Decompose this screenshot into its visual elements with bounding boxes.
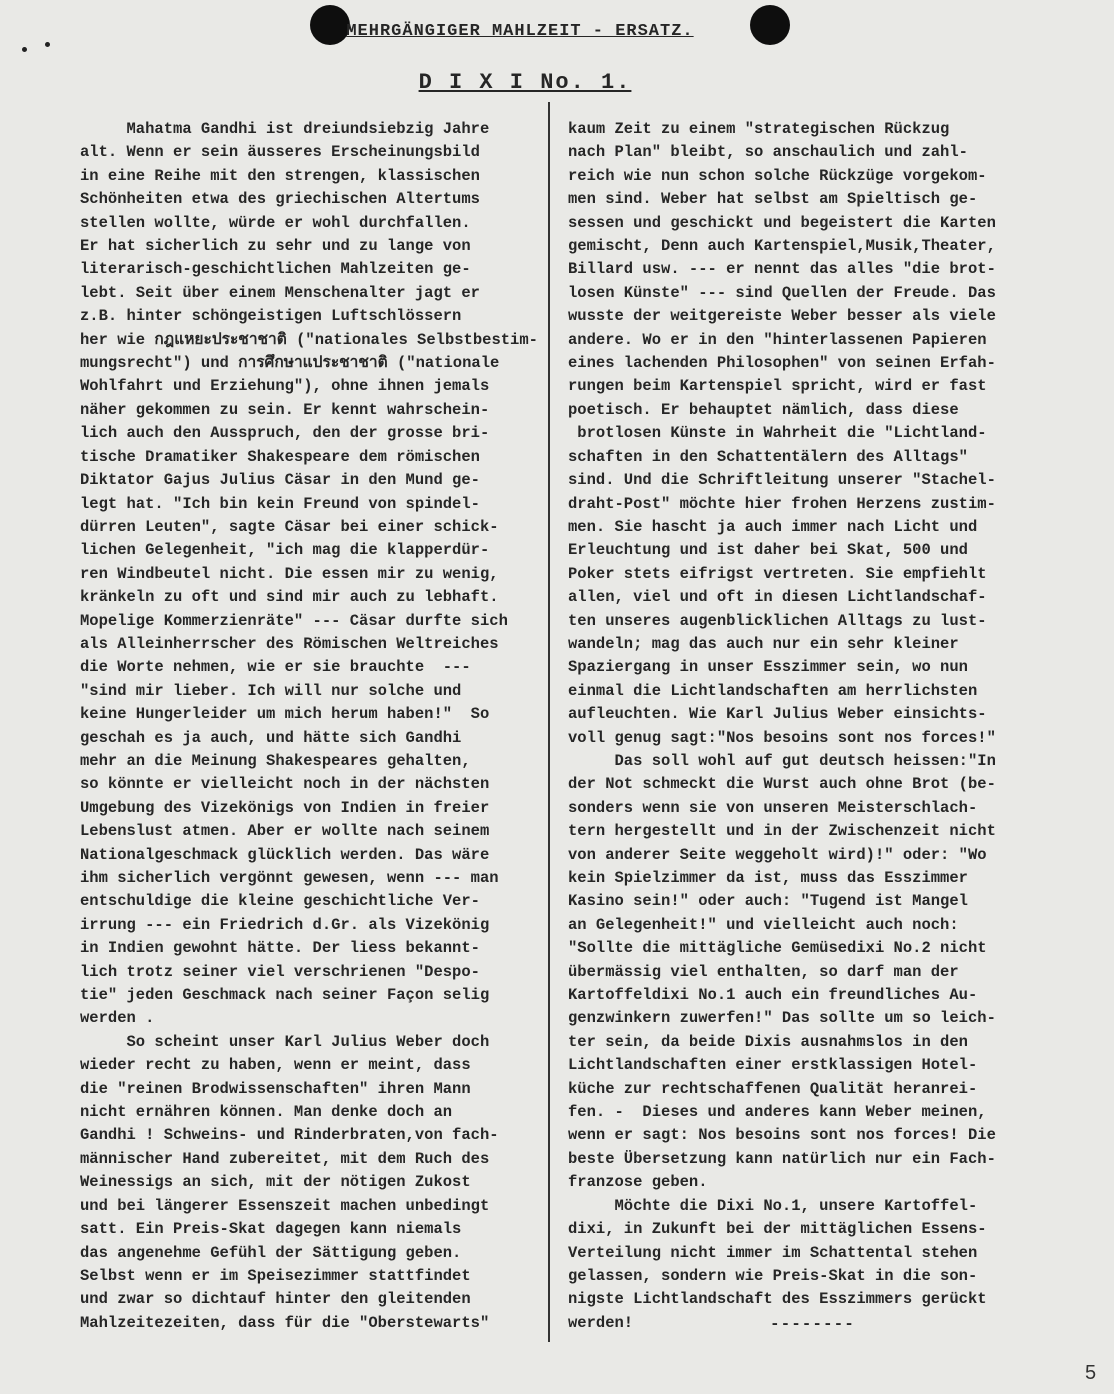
text-line: lichen Gelegenheit, "ich mag die klapperdür-: [80, 541, 490, 560]
text-line: werden!: [568, 1313, 634, 1332]
text-line: legt hat. "Ich bin kein Freund von spindel-: [80, 494, 480, 513]
text-line: werden .: [80, 1009, 155, 1028]
punch-hole-right: [750, 5, 790, 45]
text-line: ten unseres augenblicklichen Alltags zu lust-: [568, 611, 987, 630]
text-line: kaum Zeit zu einem "strategischen Rückzug: [568, 120, 950, 138]
text-line: entschuldige die kleine geschichtliche Ver-: [80, 892, 480, 911]
text-line: Diktator Gajus Julius Cäsar in den Mund ge-: [80, 471, 480, 490]
page-header: MEHRGÄNGIGER MAHLZEIT - ERSATZ.: [346, 22, 694, 41]
text-line: Schönheiten etwa des griechischen Altertums: [80, 190, 480, 209]
text-line: der Not schmeckt die Wurst auch ohne Brot (be-: [568, 775, 996, 794]
text-line: Spaziergang in unser Esszimmer sein, wo nun: [568, 658, 968, 677]
text-line: voll genug sagt:"Nos besoins sont nos forces!": [568, 728, 996, 747]
text-line: irrung --- ein Friedrich d.Gr. als Vizekönig: [80, 915, 490, 934]
text-line: ter sein, da beide Dixis ausnahmslos in den: [568, 1032, 968, 1051]
text-line: Nationalgeschmack glücklich werden. Das wäre: [80, 845, 490, 864]
text-line: nach Plan" bleibt, so anschaulich und zahl-: [568, 143, 968, 162]
page-number: 5: [1085, 1362, 1097, 1384]
left-column: [80, 118, 538, 1335]
text-line: und bei längerer Essenszeit machen unbedingt: [80, 1196, 490, 1215]
text-line: dürren Leuten", sagte Cäsar bei einer schick-: [80, 517, 499, 536]
text-line: die Worte nehmen, wie er sie brauchte ---: [80, 658, 471, 677]
text-line: die "reinen Brodwissenschaften" ihren Mann: [80, 1079, 471, 1098]
text-line: keine Hungerleider um mich herum haben!" So: [80, 705, 490, 724]
text-line: Weinessigs an sich, mit der nötigen Zukost: [80, 1173, 471, 1192]
text-line: fen. - Dieses und anderes kann Weber meinen,: [568, 1103, 987, 1122]
text-line: lich trotz seiner viel verschrienen "Despo-: [80, 962, 480, 981]
text-line: literarisch-geschichtlichen Mahlzeiten ge-: [80, 260, 471, 279]
text-line: gelassen, sondern wie Preis-Skat in die son-: [568, 1266, 978, 1285]
text-line: schaften in den Schattentälern des Alltags": [568, 447, 968, 466]
text-line: so könnte er vielleicht noch in der nächsten: [80, 775, 490, 794]
text-line: einmal die Lichtlandschaften am herrlichsten: [568, 681, 978, 700]
text-line: "sind mir lieber. Ich will nur solche und: [80, 681, 462, 700]
text-line: wieder recht zu haben, wenn er meint, dass: [80, 1056, 471, 1075]
text-line: poetisch. Er behauptet nämlich, dass diese: [568, 400, 959, 419]
text-line: Er hat sicherlich zu sehr und zu lange von: [80, 237, 471, 256]
text-line: Gandhi ! Schweins- und Rinderbraten,von fach-: [80, 1126, 499, 1145]
text-line: draht-Post" möchte hier frohen Herzens zustim-: [568, 494, 996, 513]
text-line: beste Übersetzung kann natürlich nur ein Fach-: [568, 1149, 996, 1168]
text-line: genzwinkern zuwerfen!" Das sollte um so leich-: [568, 1009, 996, 1028]
text-line: Mahatma Gandhi ist dreiundsiebzig Jahre: [80, 120, 490, 138]
text-line: brotlosen Künste in Wahrheit die "Lichtland-: [568, 424, 987, 443]
text-line: men. Sie hascht ja auch immer nach Licht und: [568, 517, 978, 536]
margin-dot: [22, 47, 27, 52]
text-line: wandeln; mag das auch nur ein sehr kleiner: [568, 634, 959, 653]
text-line: tie" jeden Geschmack nach seiner Façon selig: [80, 986, 490, 1005]
text-line: wenn er sagt: Nos besoins sont nos forces! Die: [568, 1126, 996, 1145]
text-line: in eine Reihe mit den strengen, klassischen: [80, 166, 480, 185]
text-line: ren Windbeutel nicht. Die essen mir zu wenig,: [80, 564, 499, 583]
text-line: sessen und geschickt und begeistert die Karten: [568, 213, 996, 232]
text-line: geschah es ja auch, und hätte sich Gandhi: [80, 728, 462, 747]
text-line: mungsrecht") und การศึกษาแประชาชาติ ("nationale: [80, 354, 500, 373]
text-line: eines lachenden Philosophen" von seinen Erfah-: [568, 354, 996, 373]
closing-dash: --------: [770, 1315, 855, 1333]
text-line: Kartoffeldixi No.1 auch ein freundliches Au-: [568, 986, 978, 1005]
text-line: Das soll wohl auf gut deutsch heissen:"In: [568, 751, 996, 770]
text-line: kein Spielzimmer da ist, muss das Esszimmer: [568, 869, 968, 887]
text-line: satt. Ein Preis-Skat dagegen kann niemals: [80, 1220, 462, 1239]
text-line: rungen beim Kartenspiel spricht, wird er fast: [568, 377, 987, 396]
text-line: als Alleinherrscher des Römischen Weltreiches: [80, 634, 499, 653]
text-line: men sind. Weber hat selbst am Spieltisch ge-: [568, 190, 978, 209]
text-line: mehr an die Meinung Shakespeares gehalten,: [80, 751, 471, 770]
article-title: D I X I No. 1.: [418, 70, 632, 95]
text-line: Verteilung nicht immer im Schattental stehen: [568, 1243, 978, 1262]
text-line: losen Künste" --- sind Quellen der Freude. Das: [568, 283, 996, 302]
text-line: Lebenslust atmen. Aber er wollte nach seinem: [80, 822, 490, 841]
text-line: Poker stets eifrigst vertreten. Sie empfiehlt: [568, 564, 987, 583]
text-line: andere. Wo er in den "hinterlassenen Papieren: [568, 330, 987, 349]
text-line: gemischt, Denn auch Kartenspiel,Musik,Theater,: [568, 237, 996, 256]
text-line: das angenehme Gefühl der Sättigung geben.: [80, 1243, 462, 1262]
text-line: her wie กฎแหยะประชาชาติ ("nationales Selbstbestim-: [80, 330, 538, 349]
text-line: Kasino sein!" oder auch: "Tugend ist Mangel: [568, 892, 968, 911]
text-line: tische Dramatiker Shakespeare dem römischen: [80, 447, 480, 466]
text-line: an Gelegenheit!" und vielleicht auch noch:: [568, 915, 959, 934]
text-line: aufleuchten. Wie Karl Julius Weber einsichts-: [568, 705, 987, 724]
text-line: reich wie nun schon solche Rückzüge vorgekom-: [568, 166, 987, 185]
text-line: Mopelige Kommerzienräte" --- Cäsar durfte sich: [80, 611, 508, 630]
text-line: So scheint unser Karl Julius Weber doch: [80, 1032, 490, 1051]
text-line: sind. Und die Schriftleitung unserer "Stachel-: [568, 471, 996, 490]
text-line: Billard usw. --- er nennt das alles "die brot-: [568, 260, 996, 279]
text-line: alt. Wenn er sein äusseres Erscheinungsbild: [80, 143, 480, 162]
text-line: allen, viel und oft in diesen Lichtlandschaf-: [568, 588, 987, 607]
text-line: franzose geben.: [568, 1173, 708, 1192]
text-line: stellen wollte, würde er wohl durchfallen.: [80, 213, 471, 232]
text-line: Mahlzeitezeiten, dass für die "Oberstewarts": [80, 1313, 490, 1332]
text-line: kränkeln zu oft und sind mir auch zu lebhaft.: [80, 588, 499, 607]
text-line: Umgebung des Vizekönigs von Indien in freier: [80, 798, 490, 817]
text-line: männischer Hand zubereitet, mit dem Ruch des: [80, 1149, 490, 1168]
text-line: küche zur rechtschaffenen Qualität heranrei-: [568, 1079, 978, 1098]
text-line: sonders wenn sie von unseren Meisterschlach-: [568, 798, 978, 817]
text-line: näher gekommen zu sein. Er kennt wahrschein-: [80, 400, 490, 419]
text-line: dixi, in Zukunft bei der mittäglichen Essens-: [568, 1220, 987, 1239]
text-line: Erleuchtung und ist daher bei Skat, 500 und: [568, 541, 968, 560]
text-line: Lichtlandschaften einer erstklassigen Hotel-: [568, 1056, 978, 1075]
text-line: Möchte die Dixi No.1, unsere Kartoffel-: [568, 1196, 978, 1215]
text-line: wusste der weitgereiste Weber besser als viele: [568, 307, 996, 326]
column-divider: [548, 102, 550, 1342]
text-line: z.B. hinter schöngeistigen Luftschlössern: [80, 307, 462, 326]
margin-dot: [45, 42, 50, 47]
text-line: nicht ernähren können. Man denke doch an: [80, 1103, 453, 1122]
right-column: [568, 118, 996, 1335]
text-line: "Sollte die mittägliche Gemüsedixi No.2 nicht: [568, 939, 987, 958]
text-line: in Indien gewohnt hätte. Der liess bekannt-: [80, 939, 480, 958]
text-line: Wohlfahrt und Erziehung"), ohne ihnen jemals: [80, 377, 490, 396]
text-line: von anderer Seite weggeholt wird)!" oder: "Wo: [568, 845, 987, 864]
text-line: nigste Lichtlandschaft des Esszimmers gerückt: [568, 1290, 987, 1309]
text-line: Selbst wenn er im Speisezimmer stattfindet: [80, 1266, 471, 1285]
text-line: und zwar so dichtauf hinter den gleitenden: [80, 1290, 471, 1309]
text-line: lebt. Seit über einem Menschenalter jagt er: [80, 283, 480, 302]
text-line: tern hergestellt und in der Zwischenzeit nicht: [568, 822, 996, 841]
text-line: übermässig viel enthalten, so darf man der: [568, 962, 959, 981]
text-line: lich auch den Ausspruch, den der grosse bri-: [80, 424, 490, 443]
text-line: ihm sicherlich vergönnt gewesen, wenn --- man: [80, 869, 499, 887]
